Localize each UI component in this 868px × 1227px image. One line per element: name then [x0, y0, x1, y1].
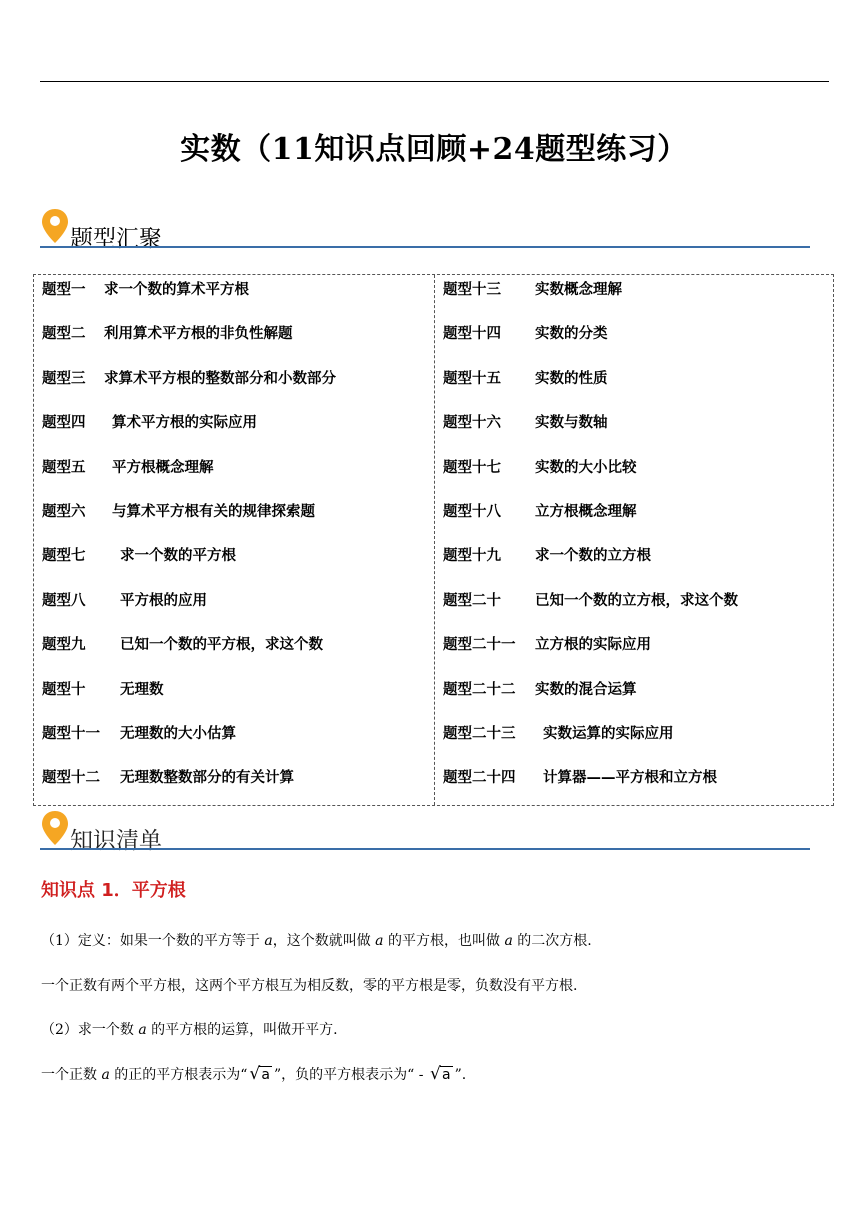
toc-item — [42, 544, 236, 565]
toc-item — [443, 544, 651, 565]
section-rule — [40, 246, 810, 248]
text: （2）求一个数 — [41, 1022, 139, 1038]
toc-item-name: 无理数 — [120, 681, 164, 698]
toc-item-name: 实数的性质 — [535, 370, 608, 387]
toc-item-number: 题型四 — [42, 415, 86, 432]
table-divider — [434, 275, 435, 805]
toc-item-name: 与算术平方根有关的规律探索题 — [112, 504, 315, 520]
toc-item-number: 题型十五 — [443, 370, 501, 387]
toc-item-number: 题型三 — [42, 370, 86, 387]
knowledge-point-title: 知识点 1．平方根 — [41, 880, 186, 901]
toc-item — [443, 456, 637, 477]
toc-item-number: 题型十七 — [443, 459, 501, 476]
toc-item — [42, 278, 249, 299]
square-root-symbol: √ a — [249, 1064, 271, 1084]
toc-item — [42, 456, 214, 477]
section-knowledge-list — [40, 810, 810, 854]
text: 的平方根的运算，叫做开平方. — [146, 1022, 338, 1038]
toc-item-name: 实数的混合运算 — [535, 681, 637, 698]
toc-item — [42, 766, 294, 787]
toc-item-name: 立方根概念理解 — [535, 504, 637, 520]
toc-item — [42, 367, 336, 388]
toc-item — [443, 278, 622, 299]
toc-item-name: 立方根的实际应用 — [535, 637, 651, 654]
toc-item-number: 题型二十四 — [443, 770, 516, 787]
section-title: 知识清单 — [70, 828, 162, 854]
text: ”，负的平方根表示为“ - — [274, 1067, 428, 1083]
toc-item — [42, 411, 257, 432]
toc-item — [443, 411, 608, 432]
toc-item-name: 无理数整数部分的有关计算 — [120, 770, 294, 787]
section-title: 题型汇聚 — [70, 226, 162, 252]
toc-item-name: 已知一个数的平方根，求这个数 — [120, 637, 323, 654]
toc-item-number: 题型十三 — [443, 282, 501, 298]
location-pin-icon — [40, 208, 70, 244]
toc-item-number: 题型十 — [42, 681, 86, 698]
text: ”. — [454, 1067, 467, 1083]
variable: a — [375, 933, 384, 949]
toc-item-number: 题型二十一 — [443, 637, 516, 654]
location-pin-icon — [40, 810, 70, 846]
square-root-symbol: √ a — [429, 1064, 451, 1084]
toc-item-number: 题型二十 — [443, 592, 501, 609]
toc-item — [443, 322, 608, 343]
text: 的二次方根. — [512, 933, 592, 949]
toc-item — [443, 633, 651, 654]
toc-item — [42, 633, 323, 654]
toc-item-name: 求一个数的算术平方根 — [104, 282, 249, 298]
variable: a — [504, 933, 513, 949]
paragraph-notation — [41, 1064, 466, 1084]
variable: a — [264, 933, 273, 949]
toc-item-name: 实数与数轴 — [535, 415, 608, 432]
toc-item-name: 实数的分类 — [535, 326, 608, 343]
toc-item-name: 平方根的应用 — [120, 592, 207, 609]
question-type-table — [33, 274, 834, 806]
text: ，这个数就叫做 — [272, 933, 376, 949]
toc-item-name: 计算器——平方根和立方根 — [543, 770, 717, 787]
paragraph-definition — [41, 930, 592, 950]
toc-item-name: 实数运算的实际应用 — [543, 726, 674, 742]
toc-item-number: 题型十二 — [42, 770, 100, 787]
toc-item-name: 平方根概念理解 — [112, 459, 214, 476]
variable: a — [101, 1067, 110, 1083]
toc-item-number: 题型十九 — [443, 548, 501, 565]
toc-item — [42, 322, 293, 343]
toc-item-name: 算术平方根的实际应用 — [112, 415, 257, 432]
toc-item-number: 题型一 — [42, 282, 86, 298]
header-rule — [40, 81, 829, 82]
paragraph-properties: 一个正数有两个平方根，这两个平方根互为相反数，零的平方根是零，负数没有平方根. — [41, 978, 578, 994]
text: 的平方根，也叫做 — [383, 933, 505, 949]
toc-item-number: 题型十八 — [443, 504, 501, 520]
section-rule — [40, 848, 810, 850]
toc-item-number: 题型十六 — [443, 415, 501, 432]
toc-item-number: 题型二十三 — [443, 726, 516, 742]
toc-item-number: 题型二 — [42, 326, 86, 343]
toc-item-number: 题型七 — [42, 548, 86, 565]
toc-item — [42, 500, 315, 521]
toc-item — [443, 589, 738, 610]
toc-item-number: 题型五 — [42, 459, 86, 476]
toc-item-name: 实数的大小比较 — [535, 459, 637, 476]
toc-item-name: 实数概念理解 — [535, 282, 622, 298]
toc-item-name: 已知一个数的立方根，求这个数 — [535, 592, 738, 609]
toc-item-number: 题型十一 — [42, 726, 100, 742]
radicand: a — [261, 1067, 271, 1083]
toc-item — [443, 678, 637, 699]
toc-item-name: 无理数的大小估算 — [120, 726, 236, 742]
toc-item — [42, 678, 164, 699]
toc-item-number: 题型九 — [42, 637, 86, 654]
toc-item — [443, 766, 717, 787]
radicand: a — [441, 1067, 451, 1083]
section-question-types — [40, 208, 810, 252]
toc-item-number: 题型八 — [42, 592, 86, 609]
toc-item — [443, 500, 637, 521]
variable: a — [138, 1022, 147, 1038]
paragraph-extraction — [41, 1019, 338, 1039]
toc-item-name: 求一个数的平方根 — [120, 548, 236, 565]
toc-item — [42, 722, 236, 743]
text: 的正的平方根表示为“ — [109, 1067, 248, 1083]
toc-item-number: 题型六 — [42, 504, 86, 520]
document-title: 实数（11知识点回顾+24题型练习） — [180, 132, 688, 167]
text: （1）定义：如果一个数的平方等于 — [41, 933, 265, 949]
text: 一个正数 — [41, 1067, 102, 1083]
toc-item — [443, 722, 674, 743]
toc-item-name: 求算术平方根的整数部分和小数部分 — [104, 370, 336, 387]
toc-item-number: 题型十四 — [443, 326, 501, 343]
toc-item — [42, 589, 207, 610]
toc-item-number: 题型二十二 — [443, 681, 516, 698]
toc-item-name: 利用算术平方根的非负性解题 — [104, 326, 293, 343]
toc-item — [443, 367, 608, 388]
toc-item-name: 求一个数的立方根 — [535, 548, 651, 565]
